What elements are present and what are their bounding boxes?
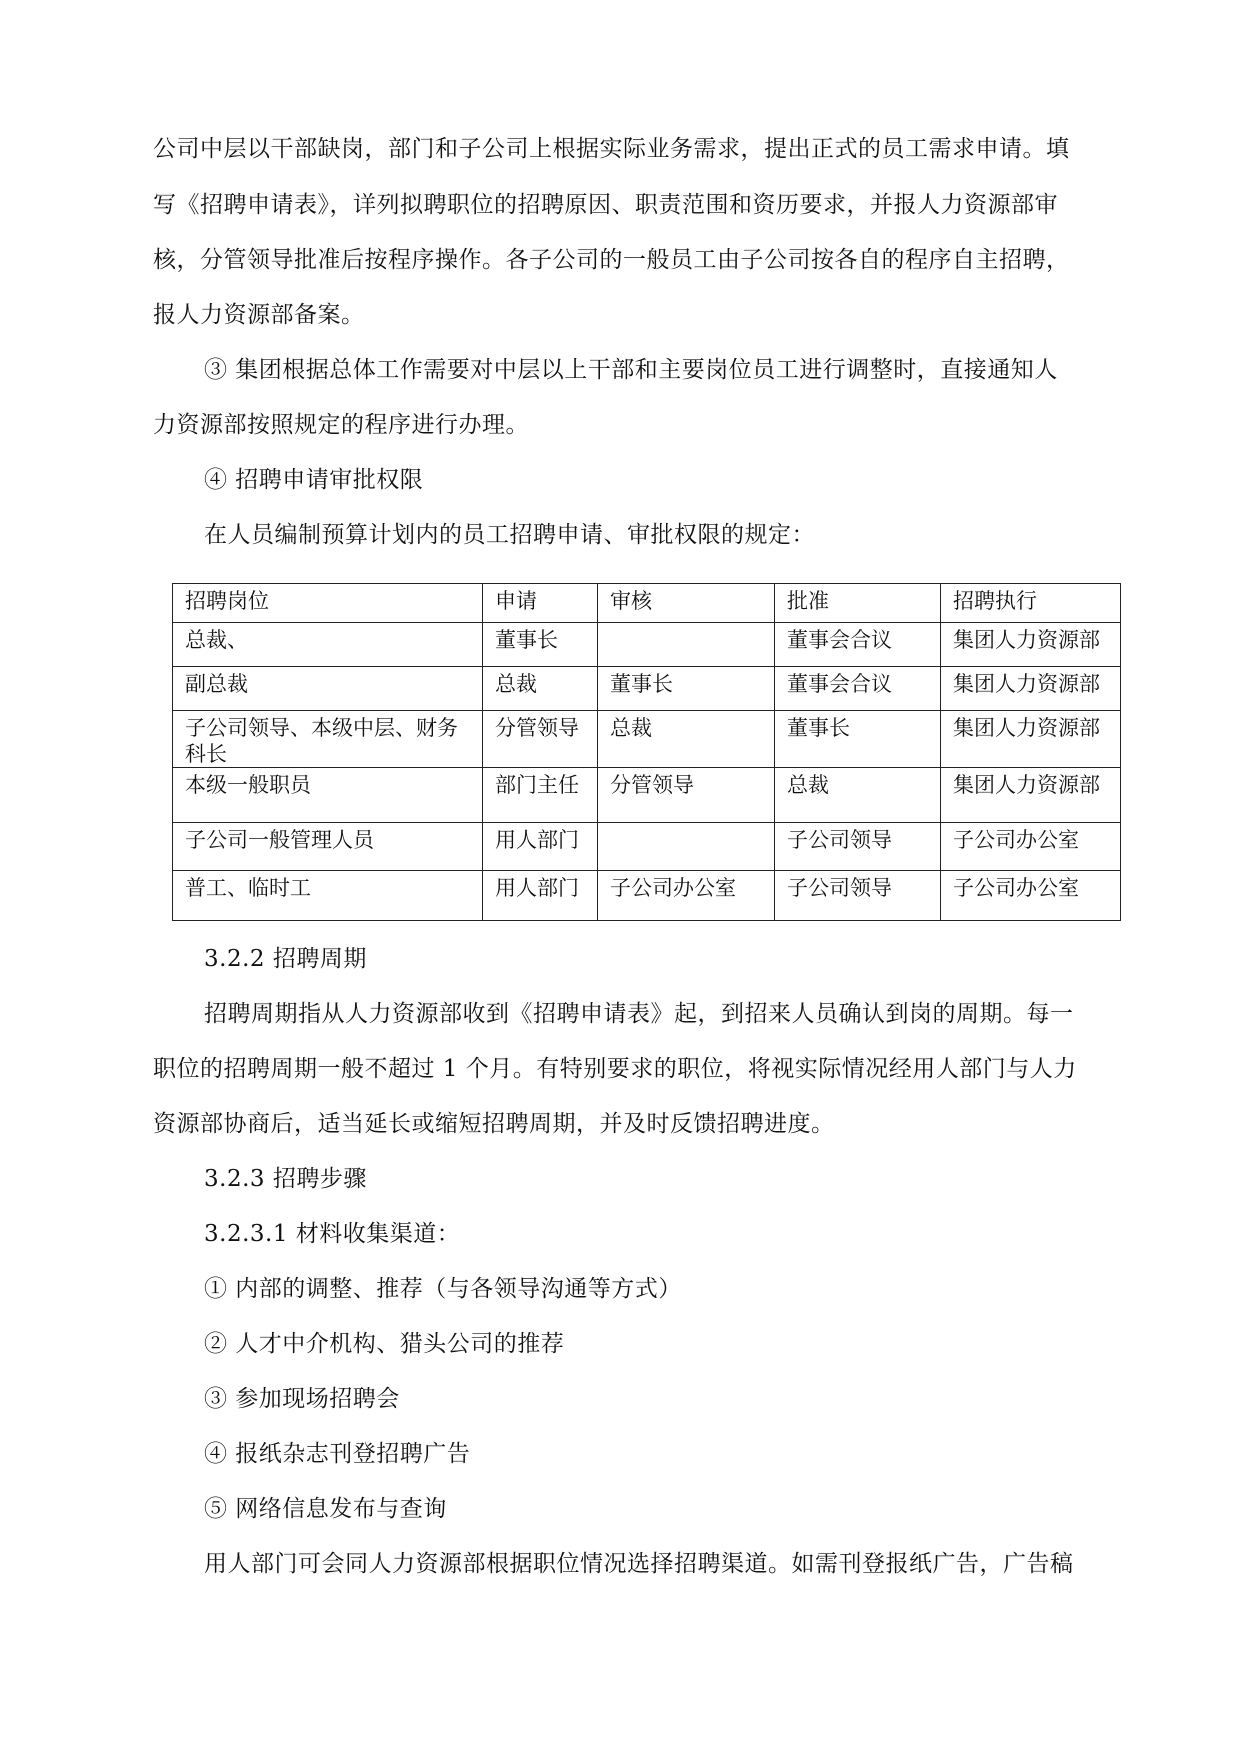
table-cell: 子公司办公室: [941, 823, 1121, 871]
paragraph-line: 在人员编制预算计划内的员工招聘申请、审批权限的规定：: [204, 522, 815, 548]
section-heading-3-2-3: 3.2.3 招聘步骤: [204, 1166, 367, 1192]
table-cell: 集团人力资源部: [941, 667, 1121, 711]
table-header-cell: 审核: [598, 584, 775, 623]
table-cell: [598, 823, 775, 871]
table-cell: 子公司领导: [775, 871, 941, 921]
table-cell: 分管领导: [598, 768, 775, 823]
section-heading-3-2-2: 3.2.2 招聘周期: [204, 946, 367, 972]
table-header-cell: 招聘执行: [941, 584, 1121, 623]
list-item: ⑤ 网络信息发布与查询: [204, 1496, 447, 1522]
paragraph-line: ④ 招聘申请审批权限: [204, 467, 424, 493]
table-cell: 董事长: [775, 711, 941, 768]
paragraph-line: 用人部门可会同人力资源部根据职位情况选择招聘渠道。如需刊登报纸广告，广告稿: [204, 1551, 1074, 1577]
paragraph-line: 职位的招聘周期一般不超过 1 个月。有特别要求的职位，将视实际情况经用人部门与人力: [153, 1056, 1077, 1082]
list-item: ① 内部的调整、推荐（与各领导沟通等方式）: [204, 1276, 682, 1302]
table-cell: 部门主任: [483, 768, 598, 823]
table-row: [173, 871, 1121, 921]
paragraph-line: 力资源部按照规定的程序进行办理。: [153, 412, 529, 438]
table-cell: 子公司领导、本级中层、财务科长: [173, 711, 483, 768]
list-item: ④ 报纸杂志刊登招聘广告: [204, 1441, 471, 1467]
table-cell: 用人部门: [483, 823, 598, 871]
table-row: [173, 823, 1121, 871]
table-row: [173, 667, 1121, 711]
table-row: [173, 768, 1121, 823]
table-cell: [598, 623, 775, 667]
table-cell: 总裁: [483, 667, 598, 711]
table-cell: 董事长: [598, 667, 775, 711]
paragraph-line: 核，分管领导批准后按程序操作。各子公司的一般员工由子公司按各自的程序自主招聘，: [153, 247, 1070, 273]
table-cell: 董事会合议: [775, 623, 941, 667]
table-header-cell: 批准: [775, 584, 941, 623]
paragraph-line: ③ 集团根据总体工作需要对中层以上干部和主要岗位员工进行调整时，直接通知人: [204, 357, 1058, 383]
paragraph-line: 公司中层以干部缺岗，部门和子公司上根据实际业务需求，提出正式的员工需求申请。填: [153, 136, 1070, 162]
table-cell: 本级一般职员: [173, 768, 483, 823]
table-header-cell: 招聘岗位: [173, 584, 483, 623]
table-row: [173, 623, 1121, 667]
paragraph-line: 写《招聘申请表》，详列拟聘职位的招聘原因、职责范围和资历要求，并报人力资源部审: [153, 192, 1058, 218]
table-cell: 总裁: [598, 711, 775, 768]
table-cell: 总裁: [775, 768, 941, 823]
recruitment-approval-table: [172, 583, 1121, 921]
table-cell: 子公司一般管理人员: [173, 823, 483, 871]
table-cell: 集团人力资源部: [941, 768, 1121, 823]
table-cell: 副总裁: [173, 667, 483, 711]
list-item: ② 人才中介机构、猎头公司的推荐: [204, 1331, 565, 1357]
table-cell: 总裁、: [173, 623, 483, 667]
table-cell: 子公司办公室: [941, 871, 1121, 921]
paragraph-line: 报人力资源部备案。: [153, 302, 365, 328]
paragraph-line: 资源部协商后，适当延长或缩短招聘周期，并及时反馈招聘进度。: [153, 1111, 835, 1137]
table-cell: 集团人力资源部: [941, 711, 1121, 768]
table-row: [173, 711, 1121, 768]
table-cell: 用人部门: [483, 871, 598, 921]
table-header-row: [173, 584, 1121, 623]
table-cell: 董事会合议: [775, 667, 941, 711]
list-item: ③ 参加现场招聘会: [204, 1386, 400, 1412]
table-cell: 分管领导: [483, 711, 598, 768]
table-cell: 集团人力资源部: [941, 623, 1121, 667]
table-cell: 董事长: [483, 623, 598, 667]
table-header-cell: 申请: [483, 584, 598, 623]
table-cell: 普工、临时工: [173, 871, 483, 921]
table-cell: 子公司办公室: [598, 871, 775, 921]
table-cell: 子公司领导: [775, 823, 941, 871]
section-heading-3-2-3-1: 3.2.3.1 材料收集渠道：: [204, 1221, 461, 1247]
paragraph-line: 招聘周期指从人力资源部收到《招聘申请表》起，到招来人员确认到岗的周期。每一: [204, 1001, 1074, 1027]
